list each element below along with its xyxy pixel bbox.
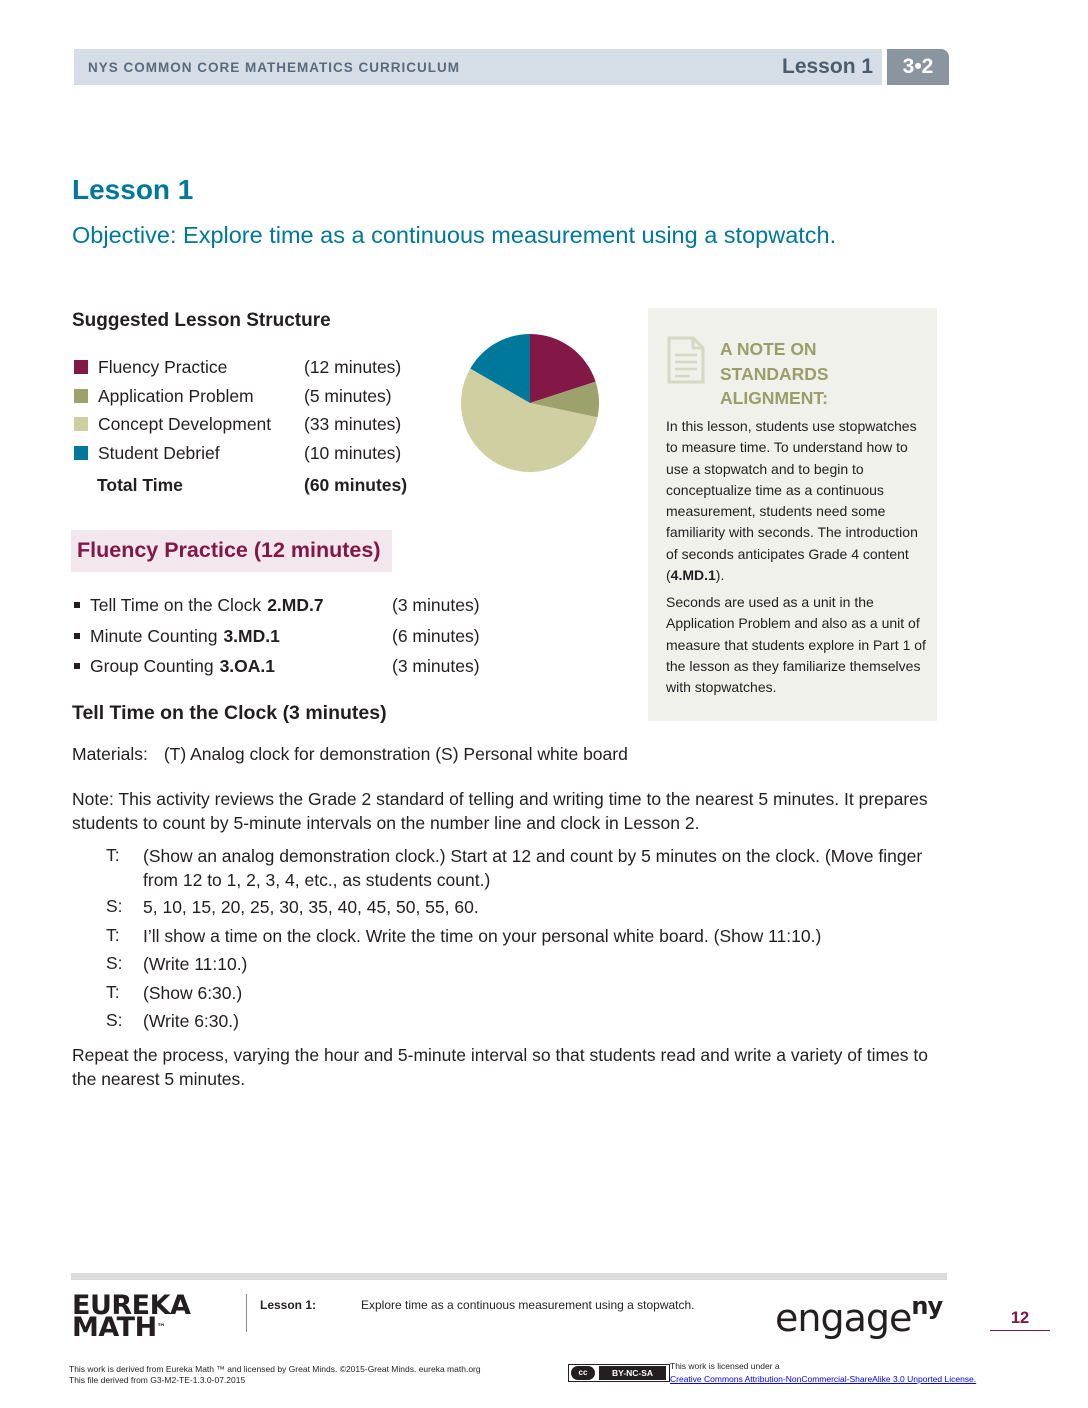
page-number-rule xyxy=(990,1330,1050,1331)
repeat-instructions: Repeat the process, varying the hour and 5-minute interval so that students read and write a variety of times to the nearest 5 minutes. xyxy=(72,1045,929,1089)
bullet-icon xyxy=(74,633,80,639)
license-text: This work is licensed under a xyxy=(670,1361,780,1371)
fluency-item-label: Tell Time on the Clock xyxy=(90,595,262,615)
sidebar-title-line: A NOTE ON xyxy=(720,339,817,359)
sidebar-paragraph xyxy=(666,416,928,586)
eureka-logo-line: MATH xyxy=(72,1312,157,1343)
fluency-item-minutes: (3 minutes) xyxy=(392,656,480,676)
materials-line xyxy=(72,744,628,765)
dialogue-speaker: S: xyxy=(106,953,123,973)
dialogue-speaker: T: xyxy=(106,845,120,865)
dialogue-text: I’ll show a time on the clock. Write the time on your personal white board. (Show 11:10.) xyxy=(143,926,822,946)
total-time-label: Total Time xyxy=(97,475,183,495)
fluency-item-minutes: (6 minutes) xyxy=(392,626,480,646)
dialogue-text: (Show an analog demonstration clock.) Start at 12 and count by 5 minutes on the clock. (Move finger from 12 to 1, 2, 3, 4, etc., as students count.) xyxy=(143,846,923,890)
fluency-item-standard: 2.MD.7 xyxy=(267,595,324,615)
sidebar-title-line: ALIGNMENT: xyxy=(720,388,828,408)
activity-note: Note: This activity reviews the Grade 2 standard of telling and writing time to the nearest 5 minutes. It prepares students to count by 5-minute intervals on the number line and clock in Lesson 2. xyxy=(72,789,928,833)
total-time-value: (60 minutes) xyxy=(304,475,408,495)
trademark-mark: ™ xyxy=(156,1323,166,1333)
fluency-item-standard: 3.OA.1 xyxy=(219,656,276,676)
dialogue-speaker: T: xyxy=(106,925,120,945)
eureka-math-logo xyxy=(72,1290,191,1343)
footer-lesson-objective: Explore time as a continuous measurement using a stopwatch. xyxy=(361,1298,695,1312)
ny-wordmark: ny xyxy=(911,1292,943,1320)
structure-label: Fluency Practice xyxy=(98,357,228,377)
footer-lesson-label: Lesson 1: xyxy=(260,1298,317,1312)
footer-rule xyxy=(71,1273,947,1280)
grade-module-badge: 3•2 xyxy=(887,49,949,85)
curriculum-title: NYS COMMON CORE MATHEMATICS CURRICULUM xyxy=(88,60,460,75)
structure-label: Application Problem xyxy=(98,386,254,406)
sidebar-title-line: STANDARDS xyxy=(720,363,829,384)
dialogue-text: (Show 6:30.) xyxy=(143,983,243,1003)
header-lesson-label: Lesson 1 xyxy=(782,55,874,78)
creative-commons-badge xyxy=(568,1364,670,1382)
standard-code: 4.MD.1 xyxy=(670,567,716,584)
footer-divider xyxy=(246,1294,247,1332)
license-link[interactable]: Creative Commons Attribution-NonCommercial-ShareAlike 3.0 Unported License. xyxy=(670,1374,977,1384)
structure-minutes: (5 minutes) xyxy=(304,386,392,406)
engage-wordmark: engage xyxy=(775,1296,912,1340)
dialogue-text: (Write 6:30.) xyxy=(143,1011,239,1031)
structure-heading: Suggested Lesson Structure xyxy=(72,310,331,331)
sidebar-paragraph-end: ). xyxy=(715,567,725,584)
cc-license-type: BY-NC-SA xyxy=(599,1366,666,1380)
materials-label: Materials: xyxy=(72,744,148,764)
structure-minutes: (33 minutes) xyxy=(304,414,402,434)
dialogue-text: (Write 11:10.) xyxy=(143,954,248,974)
dialogue-speaker: S: xyxy=(106,1010,123,1030)
engageny-logo xyxy=(775,1292,943,1340)
page-number: 12 xyxy=(1010,1309,1030,1327)
dialogue-speaker: T: xyxy=(106,982,120,1002)
lesson-structure-pie-chart xyxy=(456,329,604,477)
lesson-objective: Objective: Explore time as a continuous measurement using a stopwatch. xyxy=(72,222,837,248)
materials-value: (T) Analog clock for demonstration (S) Personal white board xyxy=(163,744,628,764)
document-icon xyxy=(666,335,706,385)
fluency-item-label: Minute Counting xyxy=(90,626,218,646)
legend-swatch xyxy=(74,417,88,431)
bullet-icon xyxy=(74,663,80,669)
legend-swatch xyxy=(74,446,88,460)
structure-label: Student Debrief xyxy=(98,443,220,463)
eureka-logo-line: EUREKA xyxy=(72,1290,191,1321)
dialogue-speaker: S: xyxy=(106,896,123,916)
sidebar-paragraph: Seconds are used as a unit in the Application Problem and also as a unit of measure that students explore in Part 1 of the lesson as they familiarize themselves with stopwatches. xyxy=(666,594,926,696)
lesson-title: Lesson 1 xyxy=(72,174,194,205)
bullet-icon xyxy=(74,602,80,608)
sidebar-paragraph-text: In this lesson, students use stopwatches to measure time. To understand how to use a stopwatch and to begin to conceptualize time as a continuous measurement, students need some familiarity with seconds. The introduction of seconds anticipates Grade 4 content ( xyxy=(666,418,918,584)
structure-minutes: (12 minutes) xyxy=(304,357,402,377)
cc-icon: cc xyxy=(571,1366,595,1380)
fluency-heading: Fluency Practice (12 minutes) xyxy=(77,538,381,562)
legend-swatch xyxy=(74,360,88,374)
structure-minutes: (10 minutes) xyxy=(304,443,402,463)
activity-heading: Tell Time on the Clock (3 minutes) xyxy=(72,702,387,724)
structure-label: Concept Development xyxy=(98,414,272,434)
legend-swatch xyxy=(74,389,88,403)
fluency-item-label: Group Counting xyxy=(90,656,214,676)
file-source-line: This file derived from G3-M2-TE-1.3.0-07.2015 xyxy=(69,1375,246,1385)
dialogue-text: 5, 10, 15, 20, 25, 30, 35, 40, 45, 50, 55, 60. xyxy=(143,897,479,917)
fluency-item-minutes: (3 minutes) xyxy=(392,595,480,615)
fluency-item-standard: 3.MD.1 xyxy=(223,626,280,646)
credit-line: This work is derived from Eureka Math ™ and licensed by Great Minds. ©2015-Great Minds. eureka math.org xyxy=(69,1364,481,1374)
sidebar-title xyxy=(720,337,829,411)
